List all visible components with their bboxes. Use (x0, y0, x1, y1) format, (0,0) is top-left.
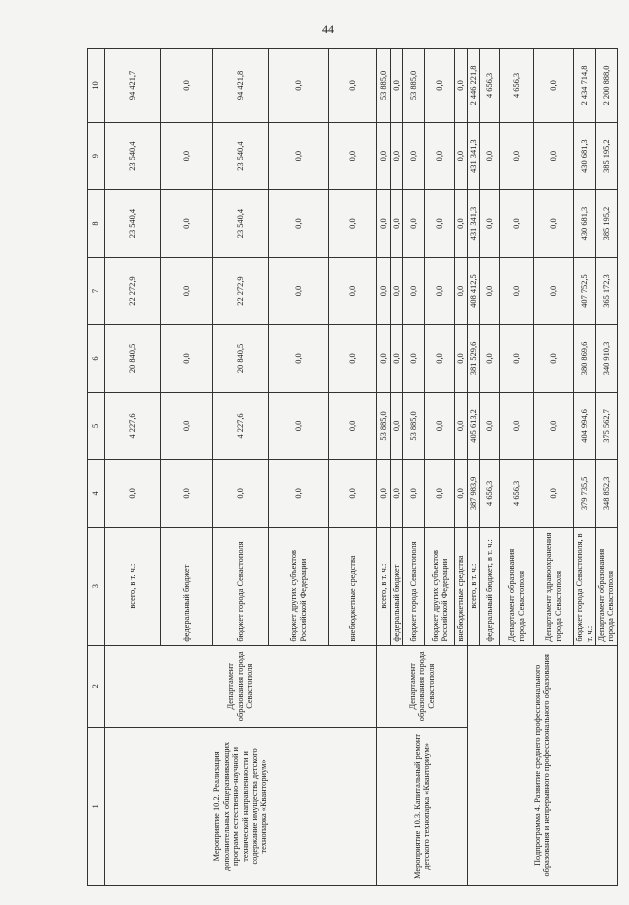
header-row (88, 49, 105, 886)
rotated-table (87, 48, 616, 886)
value-cell: 0,0 (329, 190, 377, 257)
value-cell: 381 529,6 (467, 325, 479, 392)
value-cell: 4 656,3 (480, 460, 500, 527)
value-cell: 0,0 (455, 325, 467, 392)
measure-10-2-department: Департамент образования города Севастополя (105, 645, 377, 727)
value-cell: 20 840,5 (105, 325, 161, 392)
col-head-8: 8 (88, 190, 105, 257)
value-cell: 0,0 (403, 460, 425, 527)
value-cell: 4 656,3 (500, 460, 534, 527)
value-cell: 0,0 (534, 49, 574, 123)
value-cell: 0,0 (455, 122, 467, 189)
col-head-10: 10 (88, 49, 105, 123)
value-cell: 379 735,5 (574, 460, 596, 527)
value-cell: 4 656,3 (500, 49, 534, 123)
value-cell: 0,0 (161, 392, 213, 459)
measure-10-3-department: Департамент образования города Севастополя (377, 645, 468, 727)
subprogram-4-name: Подпрограмма 4. Развитие среднего профессионального образования и непрерывного профессионального образования (467, 645, 617, 885)
col-head-7: 7 (88, 257, 105, 324)
value-cell: 0,0 (377, 325, 391, 392)
value-cell: 0,0 (500, 392, 534, 459)
value-cell: 387 983,9 (467, 460, 479, 527)
value-cell: 385 195,2 (596, 190, 618, 257)
value-cell: 23 540,4 (213, 122, 269, 189)
value-cell: 53 885,0 (403, 49, 425, 123)
source-label: федеральный бюджет (161, 527, 213, 645)
value-cell: 430 681,3 (574, 122, 596, 189)
col-head-3: 3 (88, 527, 105, 645)
value-cell: 385 195,2 (596, 122, 618, 189)
source-label: бюджет других субъектов Российской Федерации (425, 527, 455, 645)
value-cell: 0,0 (377, 122, 391, 189)
col-head-9: 9 (88, 122, 105, 189)
value-cell: 0,0 (534, 122, 574, 189)
value-cell: 0,0 (329, 49, 377, 123)
value-cell: 0,0 (480, 122, 500, 189)
value-cell: 4 227,6 (105, 392, 161, 459)
value-cell: 0,0 (329, 392, 377, 459)
value-cell: 340 910,3 (596, 325, 618, 392)
value-cell: 0,0 (455, 392, 467, 459)
value-cell: 0,0 (534, 257, 574, 324)
value-cell: 0,0 (269, 49, 329, 123)
value-cell: 53 885,0 (377, 49, 391, 123)
value-cell: 2 200 888,0 (596, 49, 618, 123)
value-cell: 53 885,0 (403, 392, 425, 459)
col-head-4: 4 (88, 460, 105, 527)
value-cell: 23 540,4 (213, 190, 269, 257)
value-cell: 0,0 (213, 460, 269, 527)
value-cell: 375 562,7 (596, 392, 618, 459)
source-label: всего, в т. ч.: (467, 527, 479, 645)
value-cell: 0,0 (425, 460, 455, 527)
value-cell: 0,0 (500, 257, 534, 324)
value-cell: 0,0 (534, 460, 574, 527)
value-cell: 0,0 (480, 257, 500, 324)
source-label: бюджет других субъектов Российской Федерации (269, 527, 329, 645)
value-cell: 2 434 714,8 (574, 49, 596, 123)
value-cell: 0,0 (403, 190, 425, 257)
col-head-2: 2 (88, 645, 105, 727)
value-cell: 20 840,5 (213, 325, 269, 392)
source-label: всего, в т. ч.: (105, 527, 161, 645)
value-cell: 0,0 (377, 257, 391, 324)
source-label: внебюджетные средства (455, 527, 467, 645)
value-cell: 0,0 (455, 257, 467, 324)
col-head-1: 1 (88, 727, 105, 885)
table-row (377, 49, 391, 886)
value-cell: 0,0 (105, 460, 161, 527)
source-label: внебюджетные средства (329, 527, 377, 645)
table-row (467, 49, 479, 886)
source-label: федеральный бюджет (391, 527, 403, 645)
value-cell: 430 681,3 (574, 190, 596, 257)
value-cell: 0,0 (269, 325, 329, 392)
value-cell: 0,0 (329, 257, 377, 324)
col-head-6: 6 (88, 325, 105, 392)
value-cell: 0,0 (480, 392, 500, 459)
value-cell: 23 540,4 (105, 190, 161, 257)
value-cell: 380 869,6 (574, 325, 596, 392)
value-cell: 0,0 (269, 392, 329, 459)
source-label: бюджет города Севастополя (213, 527, 269, 645)
value-cell: 2 446 221,8 (467, 49, 479, 123)
value-cell: 405 613,2 (467, 392, 479, 459)
value-cell: 431 341,3 (467, 190, 479, 257)
value-cell: 0,0 (161, 190, 213, 257)
value-cell: 365 172,3 (596, 257, 618, 324)
value-cell: 0,0 (455, 190, 467, 257)
value-cell: 0,0 (161, 325, 213, 392)
value-cell: 0,0 (455, 49, 467, 123)
value-cell: 0,0 (161, 122, 213, 189)
value-cell: 0,0 (425, 325, 455, 392)
value-cell: 94 421,7 (105, 49, 161, 123)
value-cell: 0,0 (161, 257, 213, 324)
value-cell: 4 656,3 (480, 49, 500, 123)
col-head-5: 5 (88, 392, 105, 459)
value-cell: 0,0 (534, 190, 574, 257)
value-cell: 0,0 (425, 122, 455, 189)
source-label: бюджет города Севастополя (403, 527, 425, 645)
source-label: всего, в т. ч.: (377, 527, 391, 645)
value-cell: 0,0 (455, 460, 467, 527)
value-cell: 94 421,8 (213, 49, 269, 123)
value-cell: 407 752,5 (574, 257, 596, 324)
value-cell: 0,0 (500, 190, 534, 257)
value-cell: 53 885,0 (377, 392, 391, 459)
value-cell: 23 540,4 (105, 122, 161, 189)
source-label: Департамент образования города Севастополя (596, 527, 618, 645)
value-cell: 0,0 (161, 460, 213, 527)
source-label: бюджет города Севастополя, в т. ч.: (574, 527, 596, 645)
value-cell: 0,0 (329, 122, 377, 189)
table-row (105, 49, 161, 886)
value-cell: 0,0 (391, 325, 403, 392)
value-cell: 348 852,3 (596, 460, 618, 527)
value-cell: 0,0 (500, 122, 534, 189)
source-label: Департамент образования города Севастополя (500, 527, 534, 645)
value-cell: 0,0 (534, 325, 574, 392)
value-cell: 0,0 (500, 325, 534, 392)
value-cell: 0,0 (269, 190, 329, 257)
value-cell: 0,0 (403, 122, 425, 189)
value-cell: 22 272,9 (213, 257, 269, 324)
value-cell: 0,0 (534, 392, 574, 459)
source-label: Департамент здравоохранения города Севастополя (534, 527, 574, 645)
value-cell: 0,0 (269, 460, 329, 527)
value-cell: 0,0 (391, 392, 403, 459)
value-cell: 0,0 (403, 325, 425, 392)
value-cell: 0,0 (391, 190, 403, 257)
value-cell: 404 994,6 (574, 392, 596, 459)
value-cell: 0,0 (403, 257, 425, 324)
rotated-table-area (87, 48, 616, 886)
value-cell: 0,0 (391, 49, 403, 123)
value-cell: 0,0 (480, 325, 500, 392)
value-cell: 0,0 (480, 190, 500, 257)
value-cell: 0,0 (391, 122, 403, 189)
measure-10-3-name: Мероприятие 10.3. Капитальный ремонт детского технопарка «Кванториум» (377, 727, 468, 885)
value-cell: 4 227,6 (213, 392, 269, 459)
value-cell: 431 341,3 (467, 122, 479, 189)
value-cell: 0,0 (391, 257, 403, 324)
page-number: 44 (322, 22, 334, 36)
source-label: федеральный бюджет, в т. ч.: (480, 527, 500, 645)
value-cell: 0,0 (329, 325, 377, 392)
value-cell: 0,0 (377, 460, 391, 527)
value-cell: 408 412,5 (467, 257, 479, 324)
value-cell: 22 272,9 (105, 257, 161, 324)
budget-table (87, 48, 618, 886)
value-cell: 0,0 (161, 49, 213, 123)
value-cell: 0,0 (377, 190, 391, 257)
value-cell: 0,0 (391, 460, 403, 527)
value-cell: 0,0 (425, 190, 455, 257)
value-cell: 0,0 (425, 392, 455, 459)
value-cell: 0,0 (269, 122, 329, 189)
value-cell: 0,0 (329, 460, 377, 527)
value-cell: 0,0 (269, 257, 329, 324)
value-cell: 0,0 (425, 257, 455, 324)
measure-10-2-name: Мероприятие 10.2. Реализация дополнительных общеразвивающих программ естественно-научной и технической направленности и содержание имущества детского технопарка «Кванториум» (105, 727, 377, 885)
value-cell: 0,0 (425, 49, 455, 123)
